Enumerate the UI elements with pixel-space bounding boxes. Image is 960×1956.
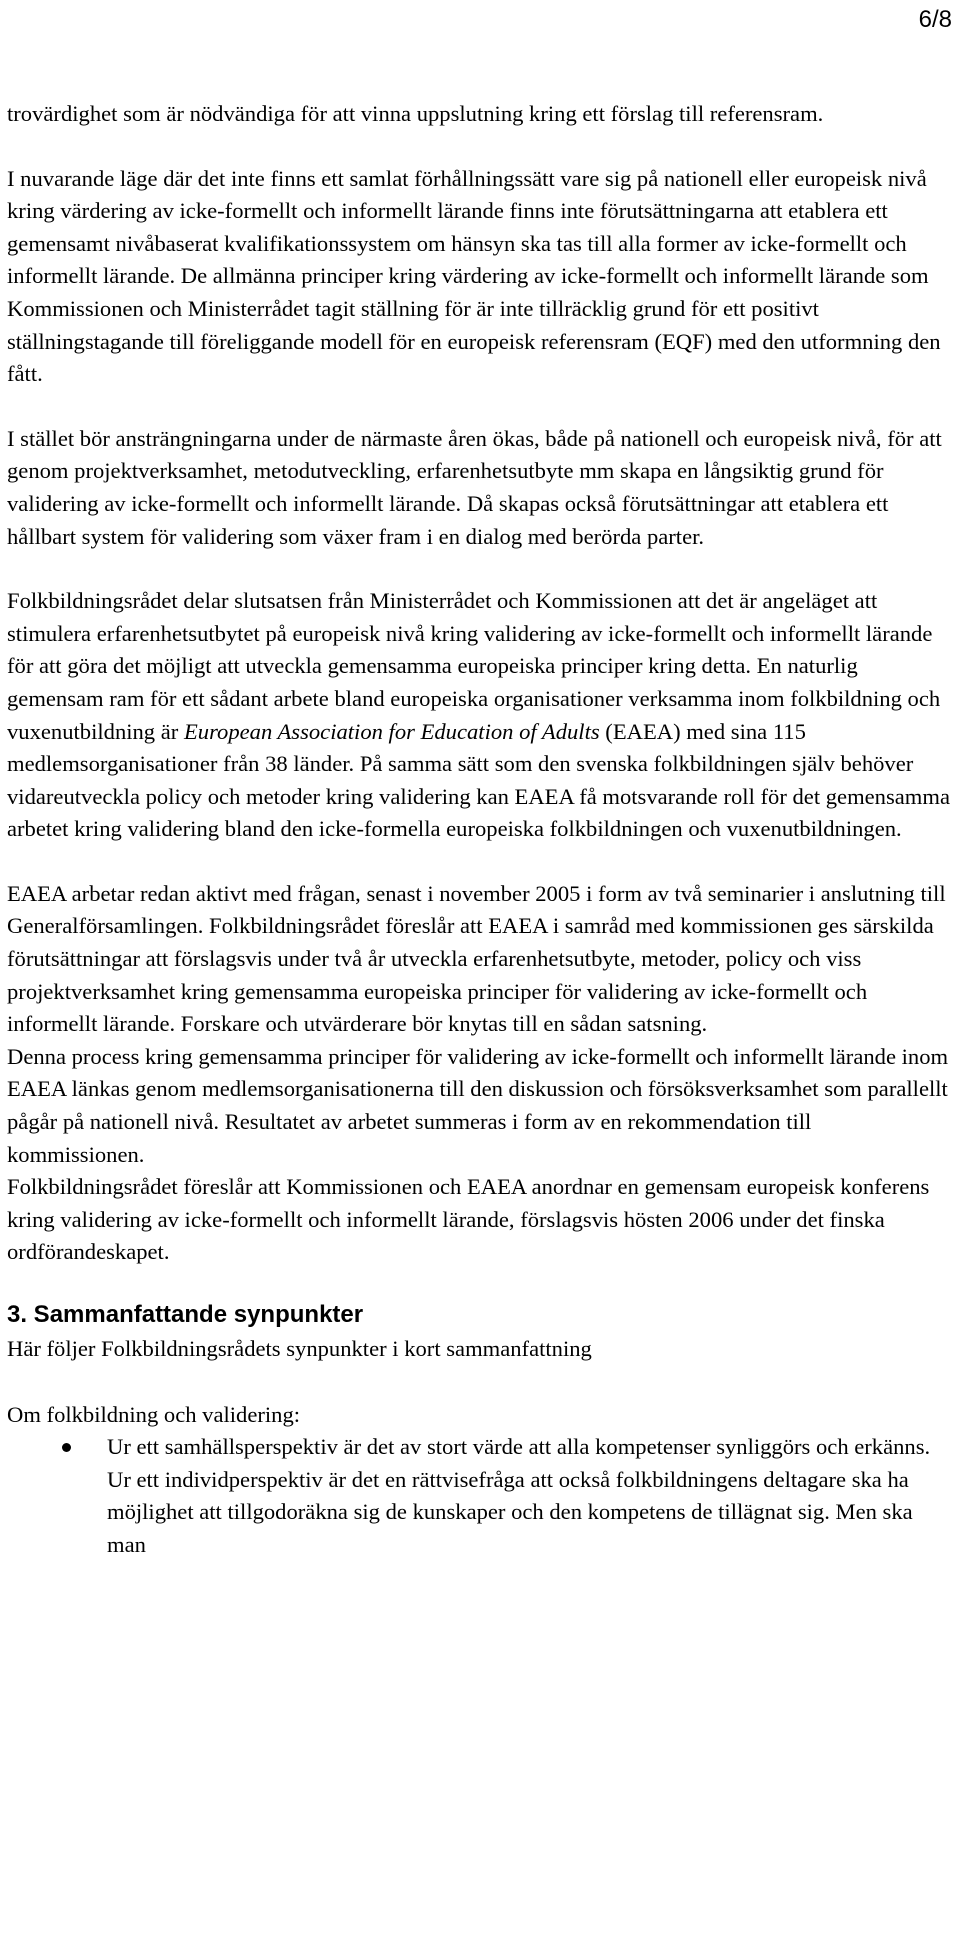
paragraph-process: Denna process kring gemensamma principer för validering av icke-formellt och informellt lärande inom EAEA länkas genom medlemsorganisationerna till den diskussion och försöksverksamhet som parallellt pågår på nationell nivå. Resultatet av arbetet summeras i form av en rekommendation till kommissionen. [7, 1043, 949, 1167]
paragraph-credibility: trovärdighet som är nödvändiga för att vinna uppslutning kring ett förslag till referensram. [7, 101, 824, 126]
list-item-text: Ur ett samhällsperspektiv är det av stort värde att alla kompetenser synliggörs och erkänns. Ur ett individperspektiv är det en rättvisefråga att också folkbildningens deltagare ska ha möjlighet att tillgodoräkna sig de kunskaper och den kompetens de tillägnat sig. Men ska man [107, 1434, 931, 1557]
paragraph-increased-efforts: I stället bör ansträngningarna under de närmaste åren ökas, både på nationell och europeisk nivå, för att genom projektverksamhet, metodutveckling, erfarenhetsutbyte mm skapa en långsiktig grund för validering av icke-formellt och informellt lärande. Då skapas också förutsättningar att etablera ett hållbart system för validering som växer fram i en dialog med berörda parter. [7, 425, 942, 549]
page-number: 6/8 [918, 6, 952, 33]
bullet-icon [62, 1443, 71, 1452]
paragraph-eaea-text-after: (EAEA) med sina 115 medlemsorganisationer från 38 länder. På samma sätt som den svenska folkbildningen själv behöver vidareutveckla policy och metoder kring validering kan EAEA få motsvarande roll för det gemensamma arbetet kring validering bland den icke-formella europeiska folkbildningen och vuxenutbildningen. [7, 718, 950, 842]
paragraph-eaea-text-before: Folkbildningsrådet delar slutsatsen från Ministerrådet och Kommissionen att det är angeläget att stimulera erfarenhetsutbytet på europeisk nivå kring validering av icke-formellt och informellt lärande för att göra det möjligt att utveckla gemensamma europeiska principer kring detta. En naturlig gemensam ram för ett sådant arbete bland europeiska organisationer verksamma inom folkbildning och vuxenutbildning är [7, 588, 941, 744]
bullet-list [7, 1431, 952, 1561]
paragraph-conference: Folkbildningsrådet föreslår att Kommissionen och EAEA anordnar en gemensam europeisk konferens kring validering av icke-formellt och informellt lärande, förslagsvis hösten 2006 under det finska ordförandeskapet. [7, 1174, 930, 1265]
list-title: Om folkbildning och validering: [7, 1402, 301, 1427]
paragraph-current-situation: I nuvarande läge där det inte finns ett samlat förhållningssätt vare sig på nationell eller europeisk nivå kring värdering av icke-formellt och informellt lärande finns inte förutsättningarna att etablera ett gemensamt nivåbaserat kvalifikationssystem om hänsyn ska tas till alla former av icke-formellt och informellt lärande. De allmänna principer kring värdering av icke-formellt och informellt lärande som Kommissionen och Ministerrådet tagit ställning för är inte tillräcklig grund för ett positivt ställningstagande till föreliggande modell för en europeisk referensram (EQF) med den utformning den fått. [7, 165, 941, 387]
section-heading: 3. Sammanfattande synpunkter [7, 1301, 364, 1328]
section-intro: Här följer Folkbildningsrådets synpunkter i kort sammanfattning [7, 1336, 592, 1361]
document-body [7, 98, 952, 1561]
list-item [7, 1431, 952, 1561]
paragraph-eaea-framework [7, 585, 952, 846]
eaea-organization-name: European Association for Education of Adults [183, 718, 600, 744]
paragraph-eaea-active: EAEA arbetar redan aktivt med frågan, senast i november 2005 i form av två seminarier i anslutning till Generalförsamlingen. Folkbildningsrådet föreslår att EAEA i samråd med kommissionen ges särskilda förutsättningar att förslagsvis under två år utveckla erfarenhetsutbyte, metoder, policy och viss projektverksamhet kring gemensamma europeiska principer för validering av icke-formellt och informellt lärande. Forskare och utvärderare bör knytas till en sådan satsning. [7, 880, 946, 1037]
